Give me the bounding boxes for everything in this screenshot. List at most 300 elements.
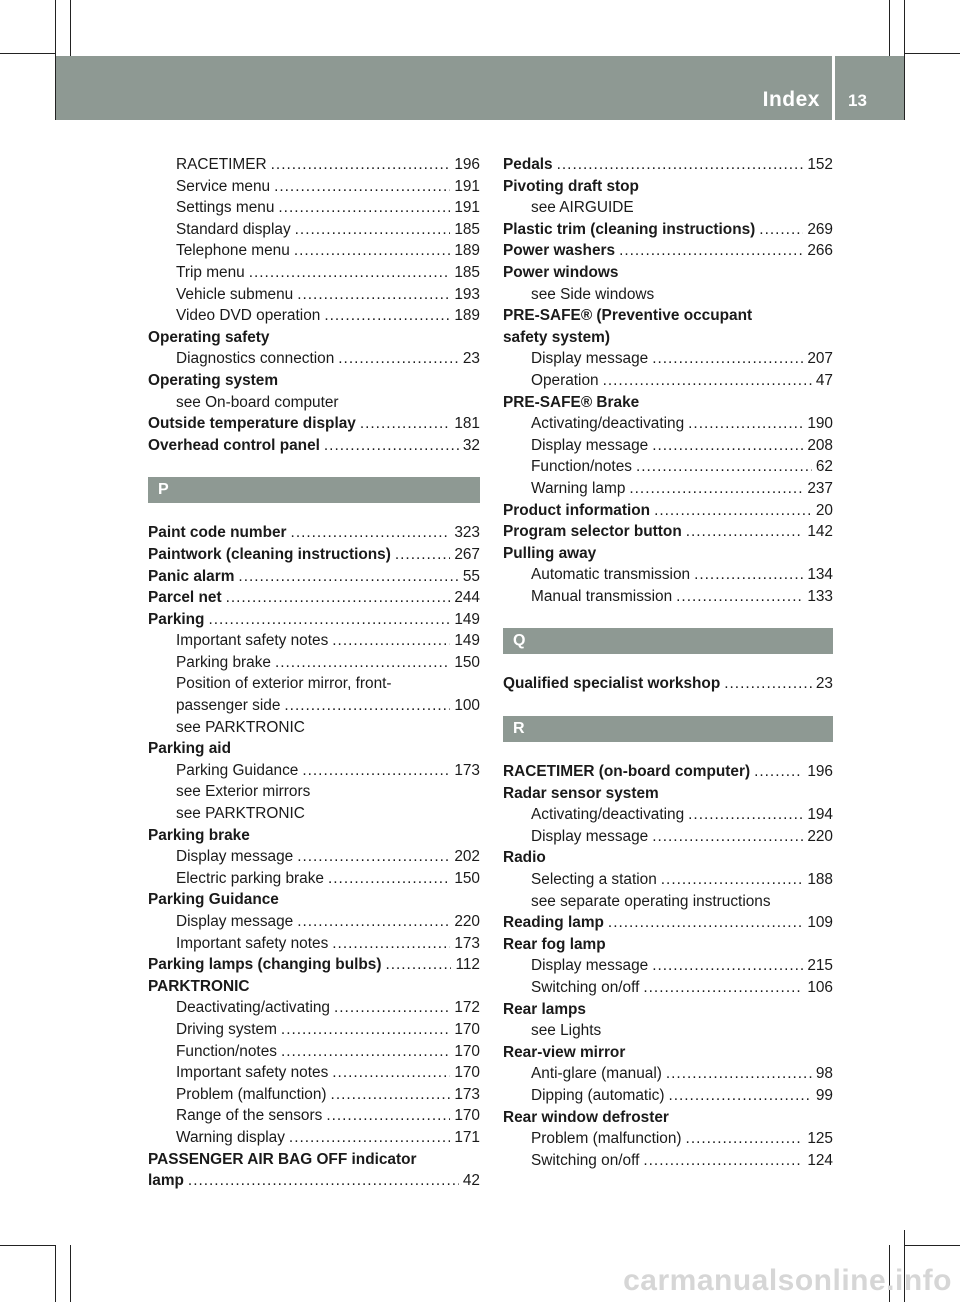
entry-page: 152 — [807, 156, 833, 173]
entry-term: Electric parking brake — [176, 869, 324, 887]
entry-page: 207 — [807, 350, 833, 368]
index-subentry — [503, 977, 833, 999]
dot-leader — [295, 219, 451, 241]
index-entry — [148, 587, 480, 609]
index-column-left — [148, 154, 480, 1192]
index-subentry — [148, 1084, 480, 1106]
entry-term: Display message — [531, 350, 649, 368]
index-subentry — [503, 413, 833, 435]
index-entry — [503, 219, 833, 241]
entry-page: 23 — [815, 675, 833, 693]
dot-leader — [332, 1062, 450, 1084]
index-subentry — [503, 564, 833, 586]
entry-term: see Exterior mirrors — [176, 783, 311, 801]
index-subentry — [148, 997, 480, 1019]
dot-leader — [688, 804, 803, 826]
entry-page: 220 — [454, 913, 480, 930]
dot-leader — [608, 912, 803, 934]
entry-page: 194 — [807, 806, 833, 824]
entry-page: 170 — [454, 1042, 480, 1060]
entry-term: Parking brake — [176, 653, 271, 671]
entry-term: Power windows — [503, 263, 619, 281]
dot-leader — [385, 954, 451, 976]
dot-leader — [297, 846, 450, 868]
index-subentry — [148, 760, 480, 782]
index-entry — [148, 413, 480, 435]
dot-leader — [271, 154, 451, 176]
index-entry — [148, 327, 480, 349]
entry-term: Display message — [531, 436, 649, 454]
index-subentry — [503, 869, 833, 891]
crop-mark — [70, 0, 71, 56]
index-subentry — [148, 781, 480, 803]
entry-term: Deactivating/activating — [176, 999, 330, 1017]
entry-term: see Side windows — [531, 285, 655, 303]
dot-leader — [302, 760, 450, 782]
entry-term: Problem (malfunction) — [531, 1130, 682, 1148]
index-subentry — [148, 219, 480, 241]
crop-mark — [904, 53, 960, 54]
entry-page: 133 — [807, 587, 833, 605]
index-subentry — [148, 911, 480, 933]
entry-term: Diagnostics connection — [176, 350, 335, 368]
dot-leader — [208, 609, 450, 631]
index-subentry — [503, 891, 833, 913]
dot-leader — [332, 933, 450, 955]
entry-term: see separate operating instructions — [531, 892, 771, 910]
entry-term: Manual transmission — [531, 587, 673, 605]
index-entry — [148, 825, 480, 847]
watermark: carmanualsonline.info — [623, 1264, 952, 1297]
entry-term: Range of the sensors — [176, 1107, 323, 1125]
entry-page: 185 — [454, 263, 480, 281]
dot-leader — [324, 435, 459, 457]
index-subentry — [148, 673, 480, 695]
dot-leader — [652, 435, 803, 457]
entry-term: Warning display — [176, 1128, 285, 1146]
entry-term: Qualified specialist workshop — [503, 675, 721, 693]
dot-leader — [557, 154, 804, 176]
entry-page: 106 — [807, 979, 833, 996]
crop-mark — [904, 1245, 960, 1246]
entry-page: 55 — [462, 567, 480, 585]
entry-page: 42 — [462, 1172, 480, 1190]
index-subentry — [148, 1041, 480, 1063]
dot-leader — [654, 500, 812, 522]
entry-term: Reading lamp — [503, 914, 604, 932]
section-letter: P — [148, 477, 480, 503]
entry-term: Parking aid — [148, 740, 231, 758]
entry-term: Automatic transmission — [531, 566, 691, 584]
index-subentry — [503, 1020, 833, 1042]
index-subentry — [148, 176, 480, 198]
index-subentry — [148, 652, 480, 674]
entry-term: Pedals — [503, 156, 553, 173]
dot-leader — [289, 1127, 450, 1149]
entry-term: see Lights — [531, 1022, 602, 1040]
entry-page: 32 — [462, 436, 480, 454]
dot-leader — [666, 1063, 812, 1085]
entry-term: Parking — [148, 610, 205, 628]
entry-page: 173 — [454, 1085, 480, 1103]
dot-leader — [688, 413, 803, 435]
index-subentry — [503, 370, 833, 392]
index-entry — [148, 522, 480, 544]
entry-term: Position of exterior mirror, front- — [176, 675, 392, 693]
entry-page: 215 — [807, 957, 833, 975]
index-entry — [503, 761, 833, 783]
index-entry — [148, 370, 480, 392]
dot-leader — [275, 652, 450, 674]
entry-term: Selecting a station — [531, 871, 657, 889]
header-divider — [832, 56, 835, 120]
index-entry — [503, 176, 833, 198]
index-entry — [148, 1170, 480, 1192]
index-subentry — [148, 695, 480, 717]
entry-page: 191 — [454, 199, 480, 217]
dot-leader — [278, 197, 450, 219]
entry-term: PRE-SAFE® Brake — [503, 393, 640, 411]
entry-term: Activating/deactivating — [531, 806, 685, 824]
entry-term: Warning lamp — [531, 479, 626, 497]
entry-page: 237 — [807, 479, 833, 497]
index-entry — [503, 154, 833, 176]
entry-term: Outside temperature display — [148, 415, 356, 433]
entry-term: PRE-SAFE® (Preventive occupant — [503, 307, 753, 325]
entry-term: Rear fog lamp — [503, 935, 606, 953]
index-subentry — [148, 348, 480, 370]
index-subentry — [148, 262, 480, 284]
entry-term: Operation — [531, 371, 599, 389]
dot-leader — [636, 456, 812, 478]
index-subentry — [503, 1150, 833, 1172]
index-subentry — [148, 240, 480, 262]
entry-page: 170 — [454, 1020, 480, 1038]
dot-leader — [686, 1128, 804, 1150]
entry-term: Display message — [176, 848, 294, 866]
entry-page: 266 — [807, 242, 833, 260]
page-number: 13 — [848, 91, 867, 110]
entry-page: 112 — [455, 956, 480, 974]
dot-leader — [360, 413, 450, 435]
index-entry — [503, 999, 833, 1021]
entry-term: Switching on/off — [531, 979, 640, 996]
index-subentry — [148, 1105, 480, 1127]
index-subentry — [503, 586, 833, 608]
index-entry — [148, 566, 480, 588]
entry-term: Trip menu — [176, 263, 245, 281]
entry-page: 134 — [807, 566, 833, 584]
dot-leader — [226, 587, 451, 609]
index-subentry — [148, 803, 480, 825]
entry-term: Paint code number — [148, 524, 287, 542]
entry-term: Vehicle submenu — [176, 285, 294, 303]
index-entry — [148, 738, 480, 760]
entry-term: Rear-view mirror — [503, 1043, 626, 1061]
dot-leader — [676, 586, 803, 608]
dot-leader — [188, 1170, 459, 1192]
index-subentry — [148, 305, 480, 327]
index-entry — [503, 1107, 833, 1129]
index-entry — [148, 435, 480, 457]
index-subentry — [148, 846, 480, 868]
entry-page: 220 — [807, 827, 833, 845]
entry-term: Driving system — [176, 1020, 277, 1038]
dot-leader — [686, 521, 804, 543]
section-letter: Q — [503, 628, 833, 654]
dot-leader — [331, 1084, 451, 1106]
entry-page: 208 — [807, 436, 833, 454]
entry-page: 202 — [454, 848, 480, 866]
entry-page: 323 — [454, 524, 480, 542]
dot-leader — [297, 284, 450, 306]
index-subentry — [148, 154, 480, 176]
entry-term: Important safety notes — [176, 934, 329, 952]
index-subentry — [503, 284, 833, 306]
index-entry — [148, 976, 480, 998]
index-entry — [148, 954, 480, 976]
entry-term: RACETIMER — [176, 156, 267, 173]
crop-mark — [0, 1245, 56, 1246]
index-subentry — [503, 1085, 833, 1107]
entry-page: 181 — [454, 415, 480, 433]
dot-leader — [629, 478, 803, 500]
index-subentry — [148, 868, 480, 890]
entry-term: Function/notes — [176, 1042, 277, 1060]
index-subentry — [148, 1062, 480, 1084]
index-subentry — [503, 197, 833, 219]
crop-mark — [70, 1245, 71, 1302]
dot-leader — [281, 1019, 450, 1041]
entry-term: Overhead control panel — [148, 436, 320, 454]
dot-leader — [297, 911, 450, 933]
dot-leader — [603, 370, 812, 392]
index-entry — [148, 609, 480, 631]
index-subentry — [503, 1128, 833, 1150]
index-subentry — [503, 955, 833, 977]
entry-term: RACETIMER (on-board computer) — [503, 763, 751, 781]
index-entry — [503, 327, 833, 349]
entry-term: Panic alarm — [148, 567, 235, 585]
entry-page: 190 — [807, 415, 833, 433]
dot-leader — [652, 955, 803, 977]
entry-page: 150 — [454, 653, 480, 671]
entry-page: 109 — [807, 914, 833, 932]
index-subentry — [503, 435, 833, 457]
entry-term: Pulling away — [503, 544, 597, 562]
dot-leader — [759, 219, 803, 241]
crop-mark — [0, 53, 56, 54]
index-subentry — [148, 1127, 480, 1149]
dot-leader — [652, 826, 803, 848]
entry-term: Parking lamps (changing bulbs) — [148, 956, 382, 974]
entry-page: 47 — [815, 371, 833, 389]
entry-page: 142 — [807, 523, 833, 541]
entry-term: lamp — [148, 1172, 184, 1190]
dot-leader — [724, 673, 812, 695]
dot-leader — [324, 305, 450, 327]
dot-leader — [328, 868, 450, 890]
dot-leader — [294, 240, 451, 262]
entry-page: 269 — [807, 220, 833, 238]
dot-leader — [643, 977, 803, 999]
entry-term: Parcel net — [148, 589, 222, 607]
entry-term: safety system) — [503, 328, 610, 346]
dot-leader — [274, 176, 450, 198]
entry-term: Display message — [176, 913, 294, 930]
entry-term: Paintwork (cleaning instructions) — [148, 545, 391, 563]
entry-term: Function/notes — [531, 458, 632, 476]
entry-term: Telephone menu — [176, 242, 290, 260]
dot-leader — [619, 240, 803, 262]
index-subentry — [148, 933, 480, 955]
index-subentry — [503, 478, 833, 500]
entry-term: Important safety notes — [176, 1064, 329, 1082]
index-entry — [503, 912, 833, 934]
index-entry — [148, 889, 480, 911]
entry-term: Important safety notes — [176, 632, 329, 650]
entry-term: Activating/deactivating — [531, 415, 685, 433]
entry-page: 149 — [454, 632, 480, 650]
entry-term: Video DVD operation — [176, 307, 321, 325]
entry-term: Display message — [531, 957, 649, 975]
entry-page: 149 — [454, 610, 480, 628]
entry-term: Standard display — [176, 220, 291, 238]
entry-term: Radar sensor system — [503, 784, 659, 802]
entry-page: 196 — [807, 763, 833, 781]
dot-leader — [291, 522, 451, 544]
entry-page: 244 — [454, 589, 480, 607]
entry-term: PARKTRONIC — [148, 977, 250, 995]
entry-term: Radio — [503, 849, 546, 867]
index-subentry — [503, 826, 833, 848]
entry-term: PASSENGER AIR BAG OFF indicator — [148, 1150, 417, 1168]
dot-leader — [652, 348, 803, 370]
index-entry — [503, 521, 833, 543]
index-entry — [503, 392, 833, 414]
entry-term: Rear window defroster — [503, 1108, 669, 1126]
index-entry — [503, 543, 833, 565]
dot-leader — [281, 1041, 450, 1063]
entry-term: see PARKTRONIC — [176, 718, 305, 736]
entry-page: 20 — [815, 501, 833, 519]
entry-page: 171 — [454, 1128, 480, 1146]
index-subentry — [148, 284, 480, 306]
entry-page: 188 — [807, 871, 833, 889]
entry-page: 23 — [462, 350, 480, 368]
entry-term: Parking Guidance — [148, 891, 279, 909]
entry-term: passenger side — [176, 697, 281, 715]
entry-page: 172 — [454, 999, 480, 1017]
entry-page: 173 — [454, 934, 480, 952]
crop-mark — [889, 0, 890, 56]
index-entry — [503, 1042, 833, 1064]
entry-term: see PARKTRONIC — [176, 805, 305, 823]
dot-leader — [754, 761, 803, 783]
entry-page: 150 — [454, 869, 480, 887]
entry-page: 193 — [454, 285, 480, 303]
index-subentry — [503, 348, 833, 370]
entry-term: Plastic trim (cleaning instructions) — [503, 220, 756, 238]
index-entry — [503, 847, 833, 869]
index-entry — [148, 1149, 480, 1171]
dot-leader — [284, 695, 450, 717]
entry-term: see On-board computer — [176, 393, 339, 411]
entry-page: 189 — [454, 307, 480, 325]
index-entry — [503, 783, 833, 805]
entry-term: Service menu — [176, 177, 271, 195]
dot-leader — [643, 1150, 803, 1172]
entry-term: Anti-glare (manual) — [531, 1065, 662, 1083]
page-title: Index — [762, 88, 820, 111]
section-letter: R — [503, 716, 833, 742]
index-subentry — [503, 456, 833, 478]
entry-page: 173 — [454, 761, 480, 779]
index-entry — [503, 673, 833, 695]
dot-leader — [661, 869, 804, 891]
index-entry — [503, 262, 833, 284]
entry-page: 99 — [815, 1086, 833, 1104]
entry-term: Dipping (automatic) — [531, 1086, 665, 1104]
entry-term: Parking Guidance — [176, 761, 299, 779]
entry-term: Switching on/off — [531, 1151, 640, 1169]
entry-term: Product information — [503, 501, 651, 519]
entry-page: 170 — [454, 1064, 480, 1082]
index-entry — [503, 934, 833, 956]
entry-page: 170 — [454, 1107, 480, 1125]
entry-term: see AIRGUIDE — [531, 199, 634, 217]
dot-leader — [249, 262, 451, 284]
index-subentry — [148, 1019, 480, 1041]
entry-term: Rear lamps — [503, 1000, 586, 1018]
entry-page: 98 — [815, 1065, 833, 1083]
index-entry — [503, 305, 833, 327]
entry-term: Operating safety — [148, 328, 270, 346]
entry-page: 100 — [454, 697, 480, 715]
index-subentry — [503, 1063, 833, 1085]
dot-leader — [334, 997, 450, 1019]
dot-leader — [238, 566, 458, 588]
index-column-right — [503, 154, 833, 1171]
entry-page: 124 — [807, 1151, 833, 1169]
crop-mark — [55, 1245, 56, 1302]
entry-page: 62 — [815, 458, 833, 476]
entry-page: 125 — [807, 1130, 833, 1148]
index-entry — [503, 500, 833, 522]
dot-leader — [338, 348, 459, 370]
entry-term: Parking brake — [148, 826, 250, 844]
entry-page: 191 — [454, 177, 480, 195]
entry-term: Pivoting draft stop — [503, 177, 639, 195]
dot-leader — [668, 1085, 811, 1107]
index-entry — [148, 544, 480, 566]
index-entry — [503, 240, 833, 262]
entry-page: 189 — [454, 242, 480, 260]
index-subentry — [148, 392, 480, 414]
entry-term: Settings menu — [176, 199, 275, 217]
entry-term: Power washers — [503, 242, 616, 260]
crop-mark — [904, 0, 905, 120]
entry-page: 196 — [454, 156, 480, 173]
dot-leader — [694, 564, 803, 586]
entry-term: Display message — [531, 827, 649, 845]
entry-page: 185 — [454, 220, 480, 238]
index-subentry — [148, 630, 480, 652]
entry-term: Problem (malfunction) — [176, 1085, 327, 1103]
index-subentry — [148, 717, 480, 739]
index-subentry — [148, 197, 480, 219]
index-subentry — [503, 804, 833, 826]
